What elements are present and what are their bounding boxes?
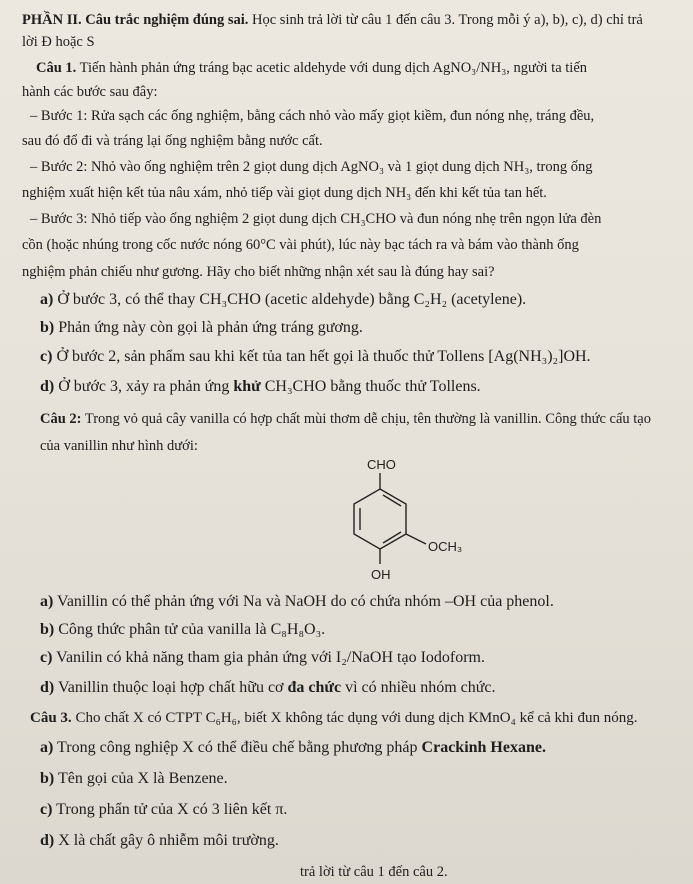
q3-line-1: [30, 708, 637, 728]
q1-option-b: [40, 318, 363, 338]
part-title: PHẦN II. Câu trắc nghiệm đúng sai.: [22, 12, 249, 28]
q3-option-d-text: X là chất gây ô nhiễm môi trường.: [58, 832, 279, 849]
q3-option-c-text: Trong phẩn tử của X có 3 liên kết π.: [56, 801, 288, 818]
q3-option-a-label: a): [40, 739, 54, 756]
q2-line-2: của vanillin như hình dưới:: [40, 438, 198, 454]
q3-text-1: Cho chất X có CTPT C₆H₆, biết X không tác dụng với dung dịch KMnO₄ kể cả khi đun nóng.: [75, 710, 638, 726]
q1-option-d: [40, 377, 481, 397]
q1-option-b-text: Phản ứng này còn gọi là phản ứng tráng gương.: [58, 319, 363, 336]
q3-option-a: [40, 738, 546, 758]
q2-option-d: [40, 678, 496, 698]
q3-option-a-bold: Crackinh Hexane.: [421, 739, 546, 756]
q1-option-a: [40, 290, 526, 310]
struct-cho-label: CHO: [367, 457, 396, 472]
q3-option-d: [40, 831, 279, 851]
q1-option-c: [40, 347, 591, 367]
q1-step-2: – Bước 2: Nhỏ vào ống nghiệm trên 2 giọt dung dịch AgNO₃ và 1 giọt dung dịch NH₃, trong ống: [30, 159, 593, 175]
q1-option-d-label: d): [40, 378, 55, 395]
q1-line-1: [36, 58, 587, 78]
q1-step-1-cont: sau đó đổ đi và tráng lại ống nghiệm bằng nước cất.: [22, 133, 323, 149]
q3-option-a-pre: Trong công nghiệp X có thể điều chế bằng phương pháp: [57, 739, 418, 756]
q1-option-d-pre: Ở bước 3, xảy ra phản ứng: [58, 378, 230, 395]
q1-step-3-cont: cồn (hoặc nhúng trong cốc nước nóng 60°C vài phút), lúc này bạc tách ra và bám vào thành ống: [22, 237, 579, 253]
struct-bond-och3: [406, 534, 426, 544]
q2-option-d-bold: đa chức: [287, 679, 342, 696]
q3-option-b-text: Tên gọi của X là Benzene.: [57, 770, 228, 787]
q3-option-c: [40, 800, 287, 820]
q1-option-c-text: Ở bước 2, sản phẩm sau khi kết tủa tan hết gọi là thuốc thử Tollens [Ag(NH₃)₂]OH.: [56, 348, 591, 365]
q1-option-a-label: a): [40, 291, 54, 308]
part-header-line-1: [22, 10, 643, 30]
q1-step-3-cont-2: nghiệm phản chiếu như gương. Hãy cho biết những nhận xét sau là đúng hay sai?: [22, 264, 495, 280]
part-instruction-1: Học sinh trả lời từ câu 1 đến câu 3. Trong mỗi ý a), b), c), d) chỉ trả: [252, 12, 643, 28]
q2-option-b: [40, 620, 325, 640]
part-instruction-2: lời Đ hoặc S: [22, 34, 95, 50]
q1-line-2: hành các bước sau đây:: [22, 84, 158, 100]
q1-step-1: – Bước 1: Rửa sạch các ống nghiệm, bằng cách nhỏ vào mấy giọt kiềm, đun nóng nhẹ, tráng đều,: [30, 108, 595, 124]
q1-text-1: Tiến hành phản ứng tráng bạc acetic aldehyde với dung dịch AgNO₃/NH₃, người ta tiến: [79, 60, 588, 76]
q1-option-a-text: Ở bước 3, có thể thay CH₃CHO (acetic aldehyde) bằng C₂H₂ (acetylene).: [57, 291, 527, 308]
q3-option-b: [40, 769, 228, 789]
q2-option-c-label: c): [40, 649, 53, 666]
q3-option-d-label: d): [40, 832, 55, 849]
q2-option-a-text: Vanillin có thể phản ứng với Na và NaOH do có chứa nhóm –OH của phenol.: [57, 593, 554, 610]
q2-text-1: Trong vỏ quả cây vanilla có hợp chất mùi thơm dễ chịu, tên thường là vanillin. Công thức cấu tạo: [84, 411, 651, 427]
q1-step-2-cont: nghiệm xuất hiện kết tủa nâu xám, nhỏ tiếp vài giọt dung dịch NH₃ đến khi kết tủa tan hết.: [22, 185, 547, 201]
q2-label: Câu 2:: [40, 411, 82, 427]
q1-label: Câu 1.: [36, 60, 77, 76]
q2-option-b-label: b): [40, 621, 55, 638]
struct-benzene-ring: [354, 489, 406, 549]
q1-option-d-bold: khử: [233, 378, 261, 395]
vanillin-structure-diagram: [300, 455, 500, 585]
q3-option-c-label: c): [40, 801, 53, 818]
q2-option-a: [40, 592, 554, 612]
q2-option-b-text: Công thức phân tử của vanilla là C₈H₈O₃.: [58, 621, 326, 638]
footer-partial-text: trả lời từ câu 1 đến câu 2.: [300, 864, 448, 880]
struct-och3-label: OCH₃: [428, 539, 463, 554]
q1-option-d-post: CH₃CHO bằng thuốc thử Tollens.: [264, 378, 481, 395]
q2-option-d-post: vì có nhiều nhóm chức.: [345, 679, 496, 696]
q2-option-c-text: Vanilin có khả năng tham gia phản ứng với I₂/NaOH tạo Iodoform.: [56, 649, 485, 666]
q3-label: Câu 3.: [30, 710, 72, 726]
q2-option-a-label: a): [40, 593, 54, 610]
q1-option-b-label: b): [40, 319, 55, 336]
q2-line-1: [40, 409, 651, 429]
q2-option-c: [40, 648, 485, 668]
q2-option-d-pre: Vanillin thuộc loại hợp chất hữu cơ: [57, 679, 284, 696]
q1-option-c-label: c): [40, 348, 53, 365]
q3-option-b-label: b): [40, 770, 55, 787]
q2-option-d-label: d): [40, 679, 55, 696]
q1-step-3: – Bước 3: Nhỏ tiếp vào ống nghiệm 2 giọt dung dịch CH₃CHO và đun nóng nhẹ trên ngọn lửa đèn: [30, 211, 602, 227]
struct-oh-label: OH: [371, 567, 391, 582]
